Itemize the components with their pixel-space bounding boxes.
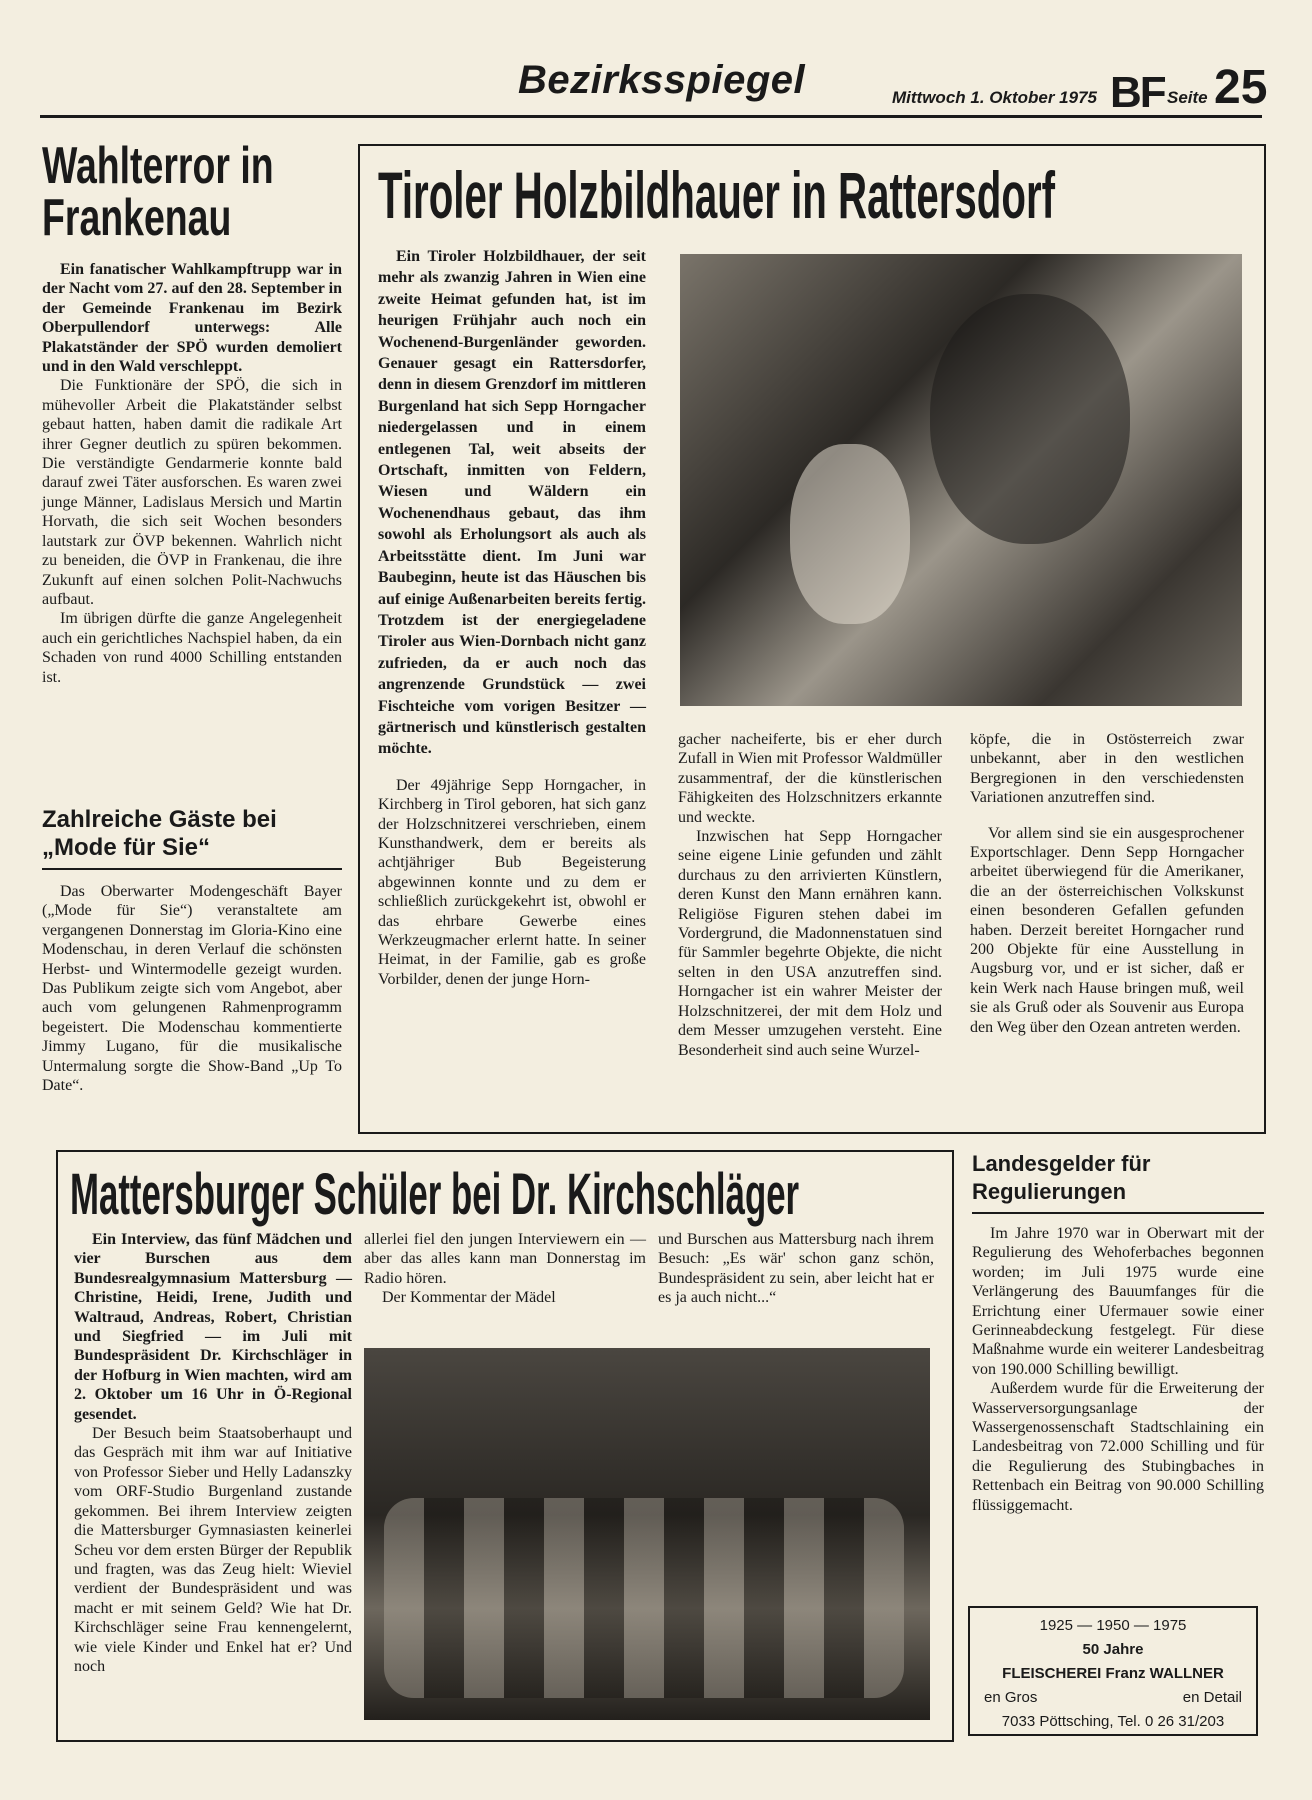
holzbildhauer-paragraph: Vor allem sind sie ein ausgesprochener Exportschlager. Denn Sepp Horngacher arbeitet überwiegend für die Amerikaner, die an der österreichischen Volkskunst einen besonderen Gefallen gefunden haben. Derzeit bereitet Horngacher rund 200 Objekte für eine Ausstellung in Augsburg vor, und er ist sicher, daß er kein Werk nach Hause bringen muß, weil sie als Gruß oder als Souvenir aus Europa den Weg über den Ozean antreten werden. [970, 824, 1244, 1036]
kirchschlaeger-headline: Mattersburger Schüler bei Dr. Kirchschläger [70, 1162, 800, 1227]
wahlterror-headline-line2: Frankenau [42, 189, 232, 247]
section-title: Bezirksspiegel [518, 58, 806, 102]
masthead-rule [40, 115, 1262, 118]
landesgelder-paragraph: Außerdem wurde für die Erweiterung der Wasserversorgungsanlage der Wassergenossenschaft Stadtschlaining ein Landesbeitrag von 72.000 Schilling und für die Regulierung des Stubingbaches in Rettenbach ein Beitrag von 90.000 Schilling flüssiggemacht. [972, 1380, 1264, 1514]
article-kirchschlaeger [56, 1150, 954, 1742]
page-label: Seite [1167, 88, 1208, 107]
advert-years: 1925 — 1950 — 1975 [1039, 1617, 1187, 1634]
wahlterror-paragraph: Die Funktionäre der SPÖ, die sich in mühevoller Arbeit die Plakatständer selbst gebaut hatten, haben damit die radikale Art ihrer Gegner deutlich zu spüren bekommen. Die verständigte Gendarmerie konnte bald darauf zwei Täter ausforschen. Es waren zwei junge Männer, Ladislaus Mersich und Martin Horvath, die sich seit Wochen besonders lautstark zur ÖVP bekennen. Wahrlich nicht zu beneiden, die ÖVP in Frankenau, die ihre Zukunft auf einen solchen Polit-Nachwuchs aufbaut. [42, 377, 342, 608]
landesgelder-paragraph: Im Jahre 1970 war in Oberwart mit der Regulierung des Wehoferbaches begonnen worden; im Juli 1975 wurde eine Verlängerung des Bauumfanges für die Errichtung einer Ufermauer sowie einer Gerinneabdeckung festgelegt. Für diese Maßnahme wurde ein weiterer Landesbeitrag von 190.000 Schilling bewilligt. [972, 1225, 1264, 1378]
article-wahlterror [42, 137, 342, 687]
landesgelder-headline-line2: Regulierungen [972, 1178, 1264, 1214]
article-landesgelder [972, 1150, 1264, 1515]
newspaper-logo: BF [1110, 68, 1165, 117]
issue-date: Mittwoch 1. Oktober 1975 [892, 88, 1097, 107]
kirchschlaeger-lead: Ein Interview, das fünf Mädchen und vier Burschen aus dem Bundesrealgymnasium Mattersburg — Christine, Heidi, Irene, Judith und Waltraud, Andreas, Robert, Christian und Siegfried — im Juli mit Bundespräsident Dr. Kirchschläger in der Hofburg in Wien machten, wird am 2. Oktober um 16 Uhr in Ö-Regional gesendet. [74, 1231, 352, 1423]
advert-retail: en Detail [1182, 1689, 1242, 1706]
sculptor-photo [680, 254, 1242, 706]
kirchschlaeger-paragraph: und Burschen aus Mattersburg nach ihrem Besuch: „Es wär' schon ganz schön, Bundespräsident zu sein, aber leicht hat er es ja auch nicht...“ [658, 1231, 934, 1307]
holzbildhauer-paragraph: Inzwischen hat Sepp Horngacher seine eigene Linie gefunden und zählt durchaus zu den arrivierten Künstlern, deren Kunst den Mann ernähren kann. Religiöse Figuren stehen dabei im Vordergrund, die Madonnenstatuen sind für Sammler begehrte Objekte, die nicht selten in den USA anzutreffen sind. Horngacher ist ein wahrer Meister der Holzschnitzerei, der mit dem Holz und dem Messer umzugehen versteht. Eine Besonderheit sind auch seine Wurzel- [678, 828, 942, 1059]
holzbildhauer-paragraph: Der 49jährige Sepp Horngacher, in Kirchberg in Tirol geboren, hat sich ganz der Holzschnitzerei verschrieben, einem Kunsthandwerk, dem er bereits als achtjähriger Bub Begeisterung abgewinnen konnte und zu dem er schließlich zurückgekehrt ist, obwohl er das ehrbare Gewerbe eines Werkzeugmacher erlernt hatte. In seiner Heimat, in der Familie, gab es große Vorbilder, denen der junge Horn- [378, 776, 646, 988]
holzbildhauer-paragraph: köpfe, die in Ostösterreich zwar unbekannt, aber in den westlichen Bergregionen in den verschiedensten Variationen anzutreffen sind. [970, 731, 1244, 807]
advert-wholesale: en Gros [984, 1689, 1038, 1706]
article-mode [42, 806, 342, 1095]
visitors-group [384, 1498, 904, 1698]
butcher-advert [968, 1606, 1258, 1736]
sculpture-figure [790, 444, 910, 624]
wahlterror-paragraph: Im übrigen dürfte die ganze Angelegenheit auch ein gerichtliches Nachspiel haben, da ein Schaden von rund 4000 Schilling entstanden ist. [42, 610, 342, 686]
page-number: 25 [1214, 61, 1268, 114]
advert-address: 7033 Pöttsching, Tel. 0 26 31/203 [1001, 1713, 1225, 1730]
holzbildhauer-headline: Tiroler Holzbildhauer in Rattersdorf [378, 158, 1056, 232]
advert-company: FLEISCHEREI Franz WALLNER [1002, 1665, 1224, 1682]
kirchschlaeger-paragraph: Der Besuch beim Staatsoberhaupt und das Gespräch mit ihm war auf Initiative von Professor Sieber und Helly Ladanszky vom ORF-Studio Burgenland zustande gekommen. Bei ihrem Interview zeigten die Mattersburger Gymnasiasten keinerlei Scheu vor dem ersten Bürger der Republik und fragten, was das Zeug hielt: Wieviel verdient der Bundespräsident und was macht er mit seinem Geld? Wie hat Dr. Kirchschläger seine Frau kennengelernt, wie viele Kinder und Enkel hat er? Und noch [74, 1425, 352, 1675]
sculptor-figure [930, 294, 1130, 544]
advert-jubilee: 50 Jahre [1082, 1641, 1144, 1658]
wahlterror-lead: Ein fanatischer Wahlkampftrupp war in der Nacht vom 27. auf den 28. September in der Gemeinde Frankenau im Bezirk Oberpullendorf unterwegs: Alle Plakatständer der SPÖ wurden demoliert und in den Wald verschleppt. [42, 261, 342, 376]
mode-headline-line1: Zahlreiche Gäste bei [42, 806, 277, 833]
kirchschlaeger-paragraph: Der Kommentar der Mädel [382, 1289, 556, 1307]
holzbildhauer-lead: Ein Tiroler Holzbildhauer, der seit mehr als zwanzig Jahren in Wien eine zweite Heimat gefunden hat, ist im heurigen Frühjahr auch noch ein Wochenend-Burgenländer geworden. Genauer gesagt ein Rattersdorfer, denn in diesem Grenzdorf im mittleren Burgenland hat sich Sepp Horngacher niedergelassen und in einem entlegenen Tal, weit abseits der Ortschaft, inmitten von Feldern, Wiesen und Wäldern ein Wochenendhaus gebaut, das ihm sowohl als Erholungsort als auch als Arbeitsstätte dient. Im Juni war Baubeginn, heute ist das Häuschen bis auf einige Außenarbeiten bereits fertig. Trotzdem ist der energiegeladene Tiroler aus Wien-Dornbach nicht ganz zufrieden, da er auch noch das angrenzende Grundstück — zwei Fischteiche vom vorigen Besitzer — gärtnerisch und künstlerisch gestalten möchte. [378, 248, 646, 758]
article-holzbildhauer [358, 144, 1266, 1134]
holzbildhauer-paragraph: gacher nacheiferte, bis er eher durch Zufall in Wien mit Professor Waldmüller zusammentraf, der die künstlerischen Fähigkeiten des Holzschnitzers erkannte und weckte. [678, 731, 942, 826]
hofburg-photo [364, 1348, 930, 1720]
mode-paragraph: Das Oberwarter Modengeschäft Bayer („Mode für Sie“) veranstaltete am vergangenen Donnerstag im Gloria-Kino eine Modenschau, in deren Verlauf die schönsten Herbst- und Wintermodelle gezeigt wurden. Das Publikum zeigte sich vom Angebot, aber auch vom gelungenen Rahmenprogramm begeistert. Die Modenschau kommentierte Jimmy Lugano, für die musikalische Untermalung sorgte die Show-Band „Up To Date“. [42, 883, 342, 1095]
kirchschlaeger-paragraph: allerlei fiel den jungen Interviewern ein — aber das alles kann man Donnerstag im Radio hören. [364, 1231, 646, 1287]
wahlterror-headline-line1: Wahlterror in [42, 137, 274, 195]
mode-headline-line2: „Mode für Sie“ [42, 834, 342, 870]
landesgelder-headline-line1: Landesgelder für [972, 1151, 1151, 1176]
